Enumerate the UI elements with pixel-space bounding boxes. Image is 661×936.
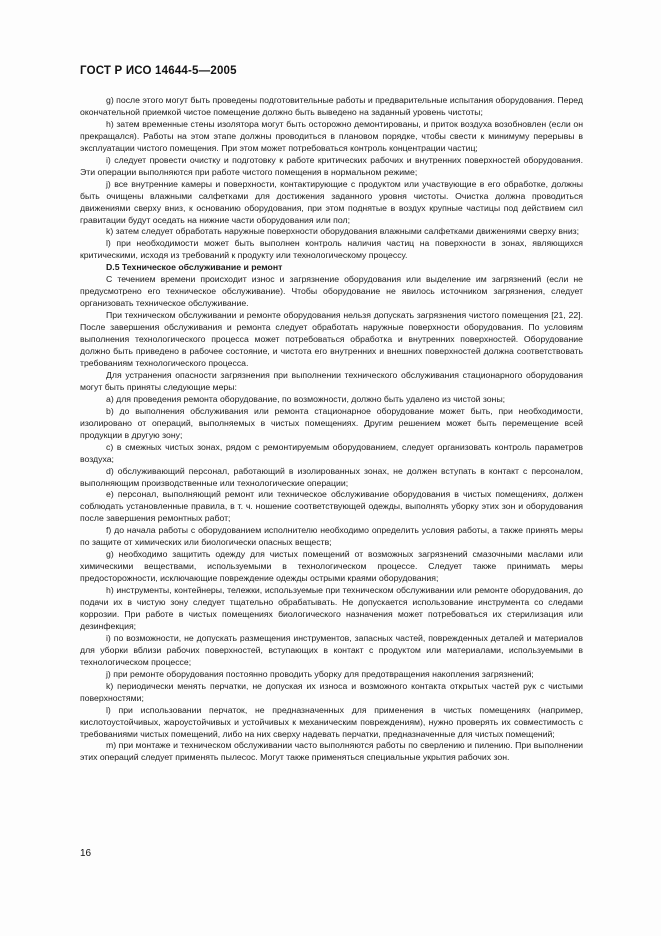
list-item: h) инструменты, контейнеры, тележки, используемые при техническом обслуживании или ремонте оборудования, до подачи их в чистую зону следует тщательно обрабатывать. Не допускается использование инструмента со следами коррозии. При работе в чистых помещениях биологического назначения может потребоваться их стерилизация или дезинфекция;: [80, 585, 583, 631]
list-item: j) при ремонте оборудования постоянно проводить уборку для предотвращения накопления загрязнений;: [106, 668, 534, 679]
list-item: d) обслуживающий персонал, работающий в изолированных зонах, не должен вступать в контакт с персоналом, выполняющим производственные или технологические операции;: [80, 465, 583, 488]
paragraph: j) все внутренние камеры и поверхности, контактирующие с продуктом или участвующие в его обработке, должны быть очищены влажными салфетками для достижения заданного уровня чистоты. Очистка должна проводиться движениями сверху вниз, к основанию оборудования, при этом поднятые в воздух крупные частицы под действием сил гравитации будут оседать на нижние части оборудования или пол;: [80, 178, 583, 225]
list-item: i) по возможности, не допускать размещения инструментов, запасных частей, поврежденных деталей и материалов для уборки вблизи рабочих поверхностей, вступающих в контакт с продуктом или материалами, используемыми в технологическом процессе;: [80, 632, 583, 667]
section-heading: D.5 Техническое обслуживание и ремонт: [106, 262, 283, 273]
paragraph: g) после этого могут быть проведены подготовительные работы и предварительные испытания оборудования. Перед окончательной приемкой чистое помещение должно быть выведено на заданный уровень чистоты;: [80, 95, 583, 117]
list-item: g) необходимо защитить одежду для чистых помещений от возможных загрязнений смазочными маслами или химическими веществами, используемыми в технологическом процессе. Следует также принимать меры предосторожности, исключающие повреждение одежды острыми краями оборудования;: [80, 549, 583, 584]
list-item: a) для проведения ремонта оборудование, по возможности, должно быть удалено из чистой зоны;: [106, 393, 506, 404]
paragraph: При техническом обслуживании и ремонте оборудования нельзя допускать загрязнения чистого помещения [21, 22]. После завершения обслуживания и ремонта следует обработать наружные поверхности оборудования. По условиям выполнения технологического процесса может потребоваться обработка и внутренних поверхностей. Оборудование должно быть приведено в рабочее состояние, и чистота его внутренних и внешних поверхностей должна соответствовать требованиям технологического процесса.: [80, 310, 583, 368]
page-body: [80, 95, 583, 764]
standard-header: ГОСТ Р ИСО 14644-5—2005: [80, 65, 237, 77]
paragraph: h) затем временные стены изолятора могут быть осторожно демонтированы, и приток воздуха возобновлен (если он прекращался). Работы на этом этапе должны проводиться в плановом порядке, чтобы свести к минимуму перерывы в эксплуатации чистого помещения. При этом может потребоваться контроль концентрации частиц;: [80, 118, 583, 153]
list-item: b) до выполнения обслуживания или ремонта стационарное оборудование может быть, при необходимости, изолировано от операций, выполняемых в чистых помещениях. Другим решением может быть перемещение всей продукции в другую зону;: [80, 405, 583, 440]
page-number: 16: [80, 848, 92, 859]
paragraph: i) следует провести очистку и подготовку к работе критических рабочих и внутренних поверхностей оборудования. Эти операции выполняются при работе чистого помещения в нормальном режиме;: [80, 154, 583, 177]
paragraph: С течением времени происходит износ и загрязнение оборудования или выделение им загрязнений (если не предусмотрено его техническое обслуживание). Чтобы оборудование не явилось источником загрязнения, следует организовать техническое обслуживание.: [80, 274, 583, 309]
list-item: c) в смежных чистых зонах, рядом с ремонтируемым оборудованием, следует организовать контроль параметров воздуха;: [80, 441, 583, 464]
list-item: k) периодически менять перчатки, не допуская их износа и возможного контакта открытых частей рук с чистыми поверхностями;: [80, 680, 583, 703]
list-item: e) персонал, выполняющий ремонт или техническое обслуживание оборудования в чистых помещениях, должен соблюдать установленные правила, в т. ч. ношение соответствующей одежды, выполнять уборку этих зон и оборудования после завершения ремонтных работ;: [80, 489, 583, 524]
paragraph: Для устранения опасности загрязнения при выполнении технического обслуживания стационарного оборудования могут быть приняты следующие меры:: [80, 369, 583, 392]
paragraph: k) затем следует обработать наружные поверхности оборудования влажными салфетками движениями сверху вниз;: [106, 226, 580, 237]
list-item: m) при монтаже и техническом обслуживании часто выполняются работы по сверлению и пилению. При выполнении этих операций следует применять пылесос. Могут также применяться специальные укрытия рабочих зон.: [80, 740, 583, 763]
list-item: l) при использовании перчаток, не предназначенных для применения в чистых помещениях (например, кислотоустойчивых, жароустойчивых и устойчивых к механическим повреждениям), нужно проверять их совместимость с требованиями чистых помещений, либо на них сверху надевать перчатки, предназначенные для чистых помещений;: [80, 704, 583, 739]
paragraph: l) при необходимости может быть выполнен контроль наличия частиц на поверхности в зонах, являющихся критическими, исходя из требований к продукту или технологическому процессу.: [80, 238, 583, 261]
list-item: f) до начала работы с оборудованием исполнителю необходимо определить условия работы, а также принять меры по защите от химических или биологически опасных веществ;: [80, 525, 583, 548]
